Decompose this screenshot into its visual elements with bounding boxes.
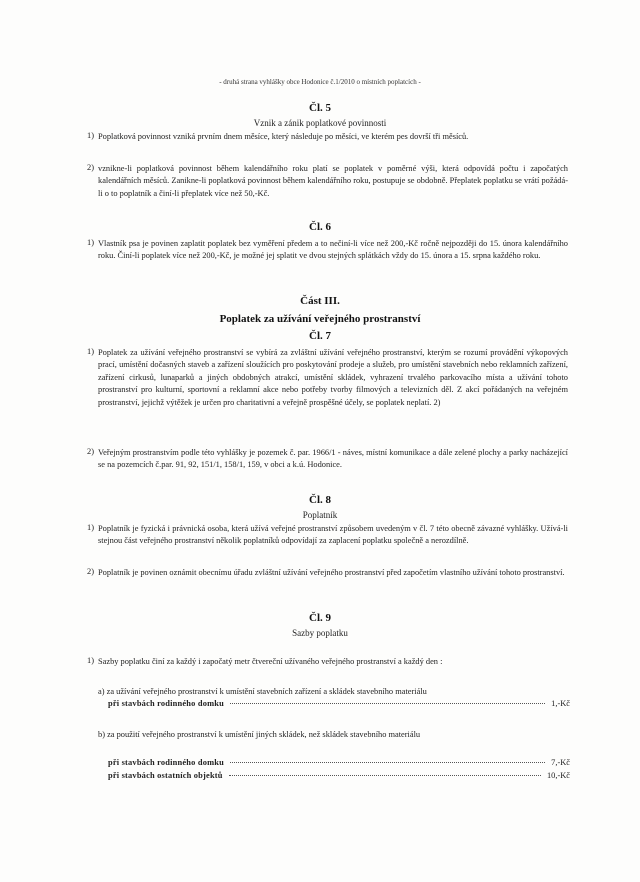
article-9-subheading: Sazby poplatku (292, 628, 348, 638)
article-8-p2-number: 2) (87, 567, 94, 576)
article-7-p1-number: 1) (87, 347, 94, 356)
article-6-paragraph-1: Vlastník psa je povinen zaplatit poplatek bez vyměření předem a to nečiní-li více než 200,-Kč ročně nejpozději do 15. února kalendářního roku. Činí-li poplatek více než 200,-Kč, je možné jej splatit ve dvou stejných splátkách vždy do 15. února a 15. srpna každého roku. (98, 239, 568, 261)
article-8-paragraph-1: Poplatník je fyzická i právnická osoba, která užívá veřejné prostranství způsobem uvedeným v čl. 7 této obecně závazné vyhlášky. Užívá-li stejnou část veřejného prostranství několik poplatníků odpovídají za zaplacení poplatku společně a nerozdílně. (98, 524, 568, 546)
rate-row-b1-leader (230, 761, 545, 763)
article-6-heading: Čl. 6 (309, 221, 331, 233)
rate-row-b2-value: 10,-Kč (546, 771, 570, 780)
article-7-p2-number: 2) (87, 447, 94, 456)
article-8-p1-number: 1) (87, 523, 94, 532)
rate-row-b2-label: při stavbách ostatních objektů (108, 771, 223, 780)
rate-row-a-value: 1,-Kč (551, 699, 570, 708)
rate-row-b1-value: 7,-Kč (551, 758, 570, 767)
article-9-heading: Čl. 9 (309, 612, 331, 624)
rate-item-b-text: b) za použití veřejného prostranství k umístění jiných skládek, než skládek stavebního materiálu (98, 730, 421, 739)
article-5-p1-number: 1) (87, 131, 94, 140)
page-header-note: - druhá strana vyhlášky obce Hodonice č.1/2010 o místních poplatcích - (219, 78, 421, 86)
rate-item-a-text: a) za užívání veřejného prostranství k umístění stavebních zařízení a skládek stavebního materiálu (98, 687, 427, 696)
article-5-paragraph-2: vznikne-li poplatková povinnost během kalendářního roku platí se poplatek v poměrné výši, která odpovídá počtu i započatých kalendářních měsíců. Zanikne-li poplatková povinnost během kalendářního roku, postupuje se obdobně. Přeplatek poplatku se vrátí požádá-li o to poplatník a činí-li přeplatek více než 50,-Kč. (98, 164, 568, 198)
rate-row-a (108, 699, 570, 708)
part-3-subheading: Poplatek za užívání veřejného prostranství (219, 313, 421, 325)
rate-row-b2-leader (229, 774, 541, 776)
article-8-heading: Čl. 8 (309, 494, 331, 506)
article-9-paragraph-1: Sazby poplatku činí za každý i započatý metr čtvereční užívaného veřejného prostranství a každý den : (98, 657, 443, 666)
article-5-heading: Čl. 5 (309, 102, 331, 114)
rate-row-a-leader (230, 702, 545, 704)
article-8-subheading: Poplatník (302, 510, 338, 520)
rate-row-a-label: při stavbách rodinného domku (108, 699, 224, 708)
rate-row-b1 (108, 758, 570, 767)
article-6-p1-number: 1) (87, 238, 94, 247)
article-5-paragraph-1: Poplatková povinnost vzniká prvním dnem měsíce, který následuje po měsíci, ve kterém pes dovrší tři měsíců. (98, 132, 469, 141)
article-7-paragraph-2: Veřejným prostranstvím podle této vyhlášky je pozemek č. par. 1966/1 - náves, místní komunikace a dále zelené plochy a parky nacházející se na pozemcích č.par. 91, 92, 151/1, 158/1, 159, v obci a k.ú. Hodonice. (98, 448, 568, 470)
article-5-p2-number: 2) (87, 163, 94, 172)
part-3-heading: Část III. (300, 295, 340, 307)
article-7-heading: Čl. 7 (309, 330, 331, 342)
article-9-p1-number: 1) (87, 656, 94, 665)
rate-row-b1-label: při stavbách rodinného domku (108, 758, 224, 767)
article-5-subheading: Vznik a zánik poplatkové povinnosti (253, 118, 387, 128)
article-8-paragraph-2: Poplatník je povinen oznámit obecnímu úřadu zvláštní užívání veřejného prostranství před započetím vlastního užívání tohoto prostranství. (98, 568, 565, 577)
article-7-paragraph-1: Poplatek za užívání veřejného prostranství se vybírá za zvláštní užívání veřejného prostranství, kterým se rozumí provádění výkopových prací, umístění dočasných staveb a zařízení sloužících pro poskytování prodeje a služeb, pro umístění stavebních nebo reklamních zařízení, zařízení cirkusů, lunaparků a jiných obdobných atrakcí, umístění skládek, vyhrazení trvalého parkovacího místa a užívání tohoto prostranství pro kulturní, sportovní a reklamní akce nebo potřeby tvorby filmových a televizních děl. Z akcí pořádaných na veřejném prostranství, jejichž výtěžek je určen pro charitativní a veřejně prospěšné účely, se poplatek neplatí. 2) (98, 348, 568, 407)
rate-row-b2 (108, 771, 570, 780)
